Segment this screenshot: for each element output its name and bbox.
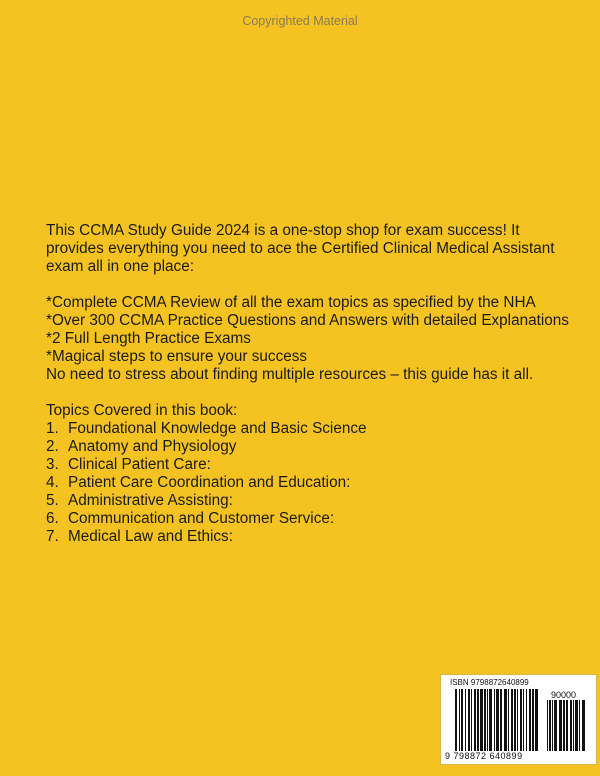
feature-item: *2 Full Length Practice Exams — [46, 330, 251, 347]
barcode-bar — [529, 689, 531, 751]
topic-text: Communication and Customer Service: — [68, 510, 335, 527]
barcode-bar — [552, 700, 553, 751]
topic-item — [46, 438, 367, 456]
barcode-bar — [535, 689, 538, 751]
topics-heading: Topics Covered in this book: — [46, 402, 238, 419]
barcode-digits: 9 798872 640899 — [445, 751, 523, 761]
topic-number: 6. — [46, 510, 59, 527]
topic-item — [46, 510, 367, 528]
price-addon: 90000 — [551, 690, 577, 700]
topics-section — [46, 402, 367, 546]
topic-text: Medical Law and Ethics: — [68, 528, 233, 545]
barcode-bar — [496, 689, 499, 751]
topic-text: Foundational Knowledge and Basic Science — [68, 420, 367, 437]
topic-number: 4. — [46, 474, 59, 491]
feature-item: *Complete CCMA Review of all the exam topics as specified by the NHA — [46, 294, 536, 311]
barcode-bar — [471, 689, 472, 751]
barcode-bar — [511, 689, 513, 751]
barcode-bar — [504, 689, 507, 751]
barcode-bar — [532, 689, 534, 751]
barcode-bar — [573, 700, 574, 751]
barcode-bar — [563, 700, 565, 751]
barcode-bar — [455, 689, 457, 751]
topic-text: Administrative Assisting: — [68, 492, 233, 509]
topic-item — [46, 492, 367, 510]
copyright-watermark: Copyrighted Material — [242, 14, 358, 28]
barcode-bar — [459, 689, 460, 751]
topic-number: 7. — [46, 528, 59, 545]
barcode-bar — [480, 689, 483, 751]
topic-text: Patient Care Coordination and Education: — [68, 474, 351, 491]
topic-text: Anatomy and Physiology — [68, 438, 237, 455]
barcode-bar — [547, 700, 548, 751]
topic-item — [46, 456, 367, 474]
topic-item — [46, 528, 367, 546]
intro-line: This CCMA Study Guide 2024 is a one-stop shop for exam success! It — [46, 222, 520, 239]
barcode-bar — [575, 700, 578, 751]
barcode-bar — [566, 700, 568, 751]
barcode-bar — [484, 689, 486, 751]
barcode-bar — [468, 689, 470, 751]
barcode-bar — [494, 689, 495, 751]
topic-text: Clinical Patient Care: — [68, 456, 211, 473]
barcode-bar — [465, 689, 466, 751]
barcode-bar — [477, 689, 479, 751]
barcode-bar — [526, 689, 527, 751]
barcode-bar — [517, 689, 518, 751]
topic-number: 5. — [46, 492, 59, 509]
barcode-bar — [508, 689, 509, 751]
isbn-barcode — [440, 674, 597, 765]
topic-item — [46, 420, 367, 438]
feature-list — [46, 294, 569, 384]
barcode-bar — [523, 689, 524, 751]
barcode-bar — [487, 689, 488, 751]
barcode-bar — [549, 700, 551, 751]
barcode-bar — [461, 689, 463, 751]
barcode-bar — [579, 700, 580, 751]
barcode-bar — [489, 689, 492, 751]
intro-line: exam all in one place: — [46, 258, 194, 275]
feature-item: No need to stress about finding multiple resources – this guide has it all. — [46, 366, 534, 383]
topic-item — [46, 474, 367, 492]
barcode-bar — [559, 700, 562, 751]
barcode-bar — [582, 700, 585, 751]
barcode-bar — [554, 700, 557, 751]
feature-item: *Magical steps to ensure your success — [46, 348, 308, 365]
topic-number: 2. — [46, 438, 59, 455]
barcode-bar — [500, 689, 502, 751]
intro-paragraph — [46, 222, 554, 276]
isbn-label: ISBN 9798872640899 — [450, 678, 529, 687]
topic-number: 3. — [46, 456, 59, 473]
barcode-bar — [514, 689, 516, 751]
barcode-bar — [570, 700, 572, 751]
topic-number: 1. — [46, 420, 59, 437]
feature-item: *Over 300 CCMA Practice Questions and Answers with detailed Explanations — [46, 312, 569, 329]
barcode-bar — [520, 689, 522, 751]
barcode-bar — [474, 689, 476, 751]
intro-line: provides everything you need to ace the Certified Clinical Medical Assistant — [46, 240, 555, 257]
